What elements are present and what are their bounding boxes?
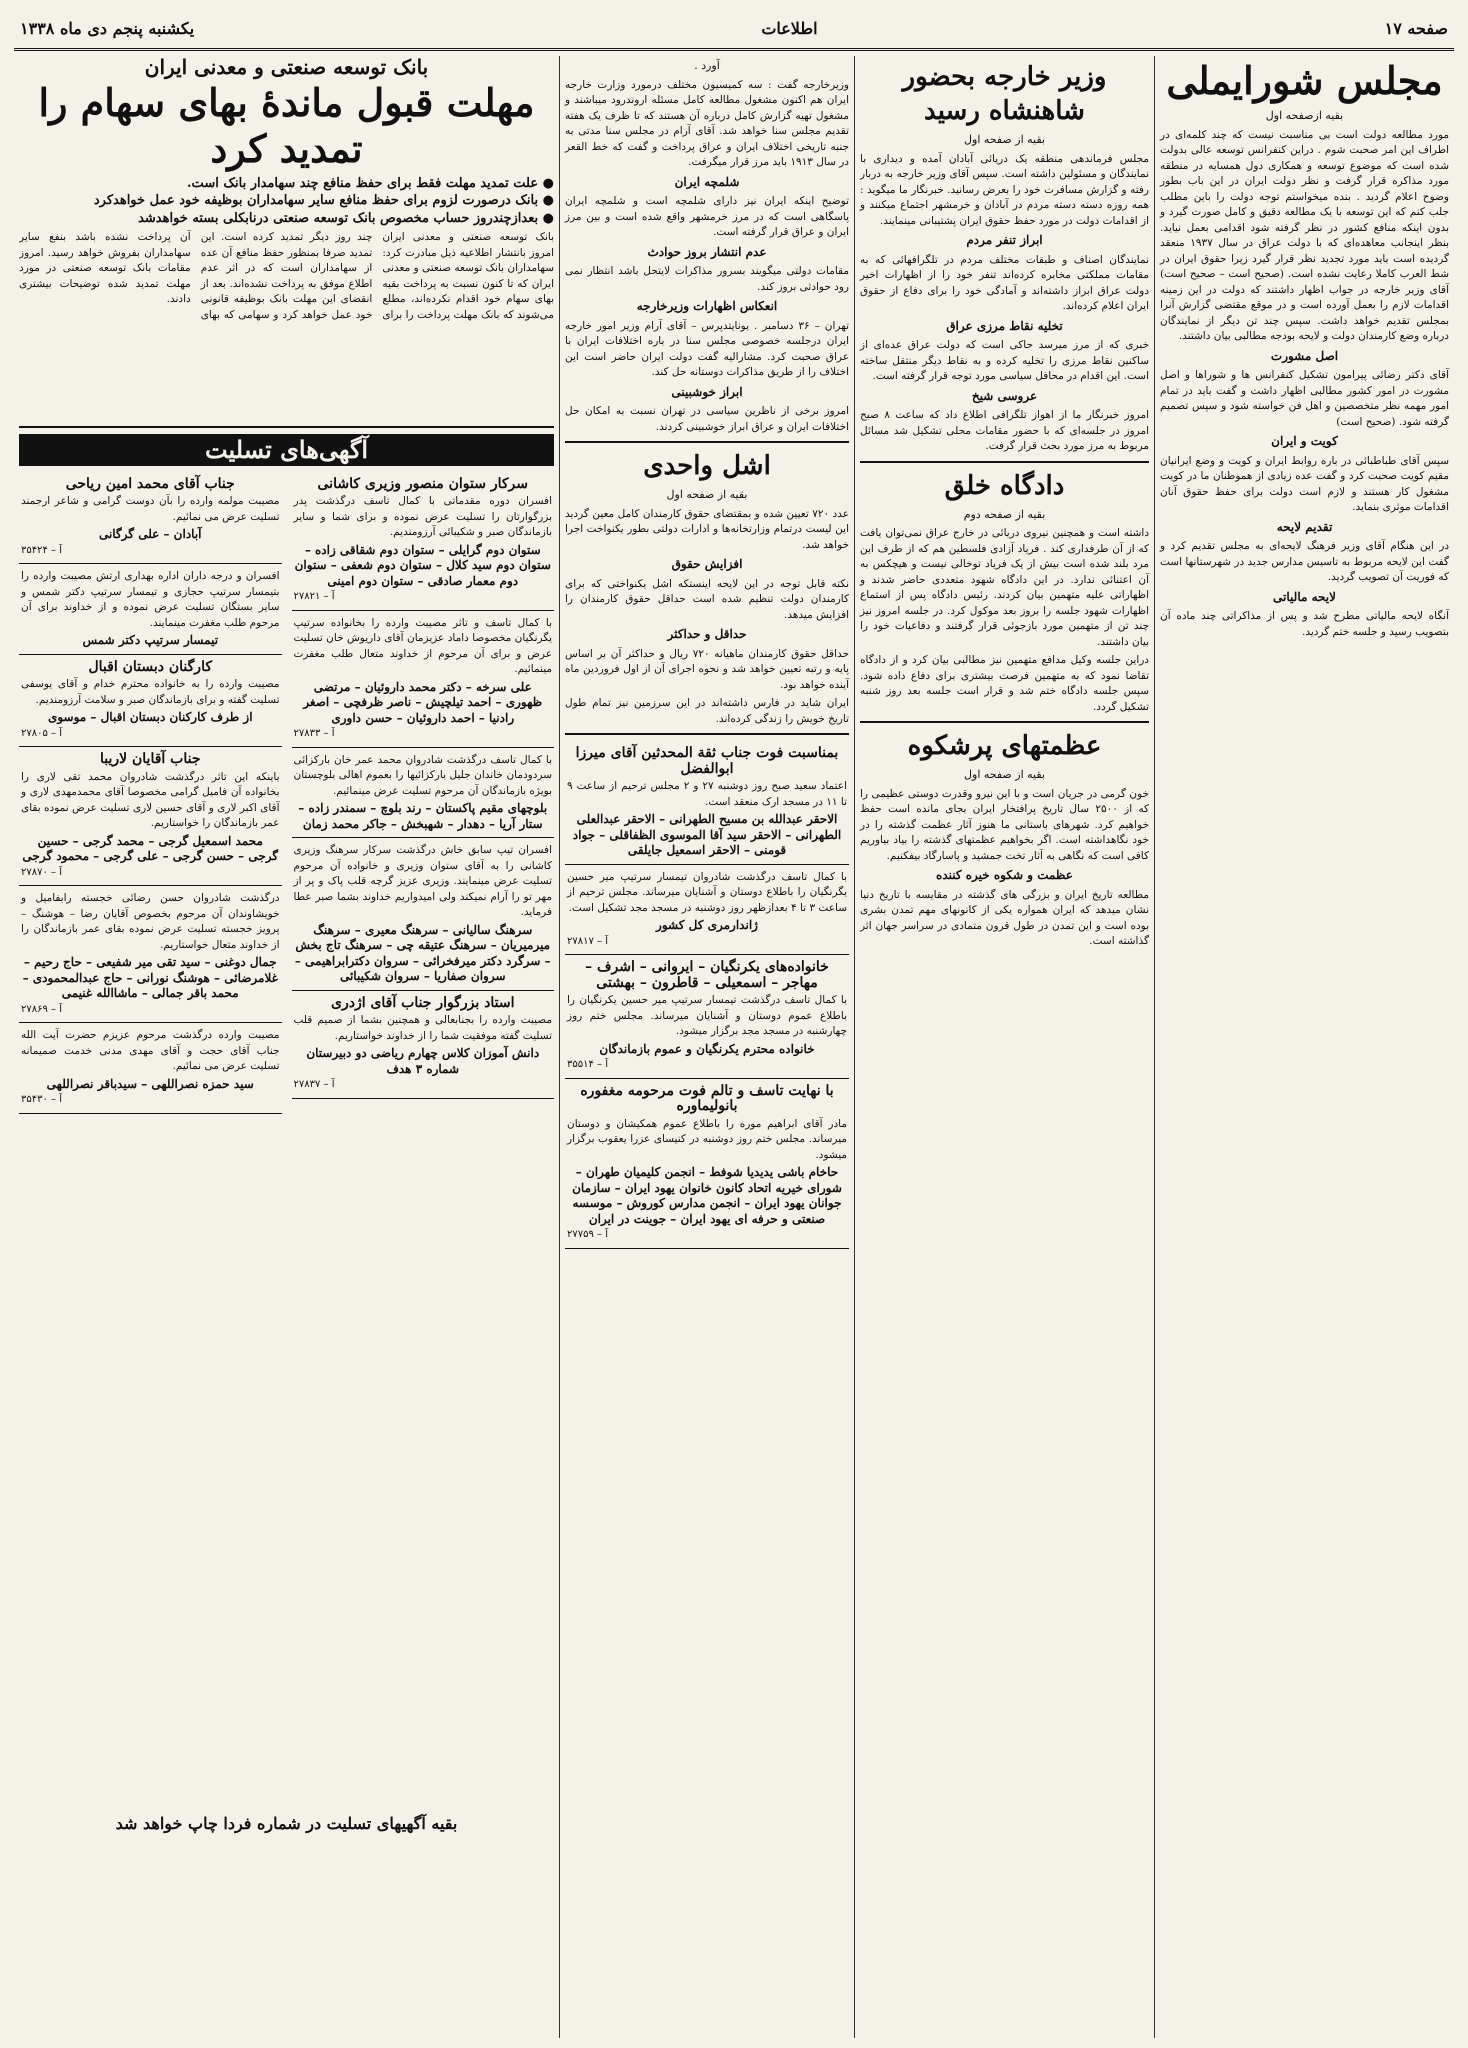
middle-sub1: شلمچه ایران [674, 174, 740, 189]
court-body2: دراین جلسه وکیل مدافع متهمین نیز مطالبی بیان کرد و از دادگاه تقاضا نمود که به متهمین فرصت بیشتری برای دفاع داده شود. سپس جلسه دادگاه ختم شد و قرار است جلسه بعد روز شنبه تشکیل گردد. [860, 654, 1149, 713]
greatness-sub1: عظمت و شکوه خیره کننده [936, 868, 1073, 882]
condolences-banner: آگهی‌های تسلیت [19, 434, 554, 466]
middle-body: وزیرخارجه گفت : سه کمیسیون مختلف درمورد وزارت خارجه ایران هم اکنون مشغول مطالعه کامل مسئله اروندرود میباشند و مشغول تهیه گزارش کامل درباره آن هستند که تا ظرف یک هفته تقدیم مجلس سنا خواهد شد. آقای آرام در مجلس سنا مدتی به جنبه تاریخی اختلاف ایران و عراق پرداخت و گفت که خط القعر در سال ۱۹۱۳ باید مرز قرار میگرفت. [565, 78, 849, 168]
condolence-notice: با کمال تاسف و تاثر مصیبت وارده را بخانواده سرتیپ یگرنگیان مخصوصا داماد عزیزمان آقای داریوش خان تسلیت عرض و برای آن مرحوم از خداوند متعال طلب مغفرت مینمائیم. علی سرخه – دکتر محمد داروئیان – مرتضی ظهوری – احمد تیلچیش – ناصر ظرفچی – اصغر رادنیا – احمد داروئیان – حسن داوری آ – ۲۷۸۳۳ [292, 611, 555, 748]
bank-bullet: ● بانک درصورت لزوم برای حفظ منافع سایر سهامداران بوظیفه خود عمل خواهدکرد [93, 193, 554, 208]
majlis-body: مورد مطالعه دولت است بی مناسبت نیست که چند کلمه‌ای در اطراف این امر صحبت شوم . دراین کنفرانس توسعه عالی بدولت شده است که موضوع توسعه و همکاری دول همسایه در منطقه مورد مذاکره قرار گرفت و نظر دولت ایران در این باب بطور وضوح اعلام گردید . بنده میخواستم توجه دولت را باین مطلب جلب کنم که این توسعه با یک مطالعه دقیق و کامل صورت گیرد و بدون اینکه منافع کشور در نظر گرفته شود اقدامی بعمل نیاید. بنظر اینجانب معاهده‌ای که با دولت عراق در سال ۱۹۳۷ منعقد گردیده است باید مورد تجدید نظر قرار گیرد زیرا حقوق ایران در شط العرب کاملا رعایت نشده است. (صحیح است – صحیح است) آقای وزیر خارجه در جواب اظهار داشتند که دولت در این زمینه اقدامات لازم را بعمل آورده است و در موقع مقتضی گزارش آنرا بمجلس تقدیم خواهد داشت. سپس چند تن دیگر از نمایندگان درباره وضع کارمندان دولت و لایحه بودجه مطالبی بیان داشتند. [1160, 128, 1449, 342]
shatt-body4: ایران شاید در فارس داشته‌اند در این سرزمین نیز تمام طول تاریخ خویش را زندگی کرده‌اند. [565, 697, 849, 725]
greatness-title: عظمتهای پرشکوه [907, 731, 1102, 761]
middle-sub2: عدم انتشار بروز حوادث [647, 244, 767, 259]
bank-headline: مهلت قبول ماندهٔ بهای سهام را تمدید کرد [38, 79, 535, 171]
center-notice: با کمال تاسف درگذشت شادروان تیمسار سرتیپ میر حسین یگرنگیان را باطلاع دوستان و آشنایان میرساند. مجلس ترحیم از ساعت ۳ تا ۴ بعدازظهر روز دوشنبه در مسجد مجد تشکیل است. ژاندارمری کل کشور آ – ۲۷۸۱۷ [565, 865, 849, 956]
minister-title: وزیر خارجه بحضور شاهنشاه رسید [902, 62, 1107, 126]
condolence-notice: افسران و درجه داران اداره بهداری ارتش مصیبت وارده را بتیمسار سرتیپ حجازی و تیمسار سرتیپ دکتر شمس و سایر بستگان تسلیت عرض نموده و از خداوند برای آن مرحوم طلب مغفرت مینمایند. تیمسار سرتیپ دکتر شمس [19, 564, 282, 655]
condolence-notice: جناب آقایان لاریبا باینکه این تاثر درگذشت شادروان محمد تقی لاری را بخانواده آن فامیل گرامی مخصوصا آقای محمدمهدی لاری و آقای اکبر لاری و آقای حسین لاری تسلیت عرض نموده بقای عمر بازماندگان را خواستاریم. محمد اسمعیل گرجی – محمد گرجی – حسین گرجی – حسن گرجی – علی گرجی – محمود گرجی آ – ۲۷۸۷۰ [19, 747, 282, 886]
majlis-body2: آقای دکتر رضائی پیرامون تشکیل کنفرانس ها و شوراها و اصل مشورت در امور کشور مطالبی اظهار داشت و گفت باید در تمام امور مهمه نظر متخصصین و اهل فن خواسته شود و سپس تصمیم گرفته شود. (صحیح است) [1160, 369, 1449, 428]
minister-sub3: عروسی شیخ [971, 388, 1038, 403]
condolence-notice: استاد بزرگوار جناب آقای اژدری مصیبت وارده را بجنابعالی و همچنین بشما از صمیم قلب تسلیت گفته موفقیت شما را از خداوند خواستاریم. دانش آموزان کلاس چهارم ریاضی دو دبیرستان شماره ۳ هدف آ – ۲۷۸۳۷ [292, 991, 555, 1099]
bank-bullets [19, 176, 554, 227]
minister-sub2: تخلیه نقاط مرزی عراق [946, 318, 1063, 333]
majlis-sub3: تقدیم لایحه [1276, 519, 1333, 534]
condolences-list [19, 472, 554, 1812]
condolence-notice: افسران تیپ سابق خاش درگذشت سرکار سرهنگ وزیری کاشانی را به آقای ستوان وزیری و خانواده آن مرحوم تسلیت عرض مینمایند. وزیری عزیز گرچه قلب پاک و پر از مهر تو را آرام نمیکند ولی امیدواریم خداوند بشما صبر عطا فرماید. سرهنگ سالیانی – سرهنگ معیری – سرهنگ میرمیریان – سرهنگ عتیقه چی – سرهنگ تاج بخش – سرگرد دکتر میرفخرائی – سروان دکترابراهیمی – سروان صفاریا – سروان شکیبائی [292, 838, 555, 991]
minister-kicker: بقیه از صفحه اول [964, 133, 1045, 146]
shatt-body2: نکته قابل توجه در این لایحه اینستکه اشل یکنواختی که برای کارمندان دولت تنظیم شده است حداقل حقوق کارمندان را افزایش میدهد. [565, 577, 849, 621]
newspaper-page [14, 8, 1454, 2038]
greatness-kicker: بقیه از صفحه اول [964, 768, 1045, 781]
majlis-sub1: اصل مشورت [1270, 348, 1339, 363]
minister-body2: نمایندگان اصناف و طبقات مختلف مردم در تلگرافهائی که به مقامات مملکتی مخابره کرده‌اند تنفر خود را از اظهارات اخیر دولت عراق ابراز داشته‌اند و آمادگی خود را برای دفاع از حقوق ایران اعلام کرده‌اند. [860, 253, 1149, 312]
paper-name: اطلاعات [761, 18, 818, 38]
shatt-title: اشل واحدی [643, 451, 771, 481]
condolence-notice: مصیبت وارده درگذشت مرحوم عزیزم حضرت آیت الله جناب آقای حجت و آقای مهدی مدنی خدمت صمیمانه تسلیت عرض می نمائیم. سید حمزه نصراللهی – سیدباقر نصراللهی آ – ۳۵۴۳۰ [19, 1023, 282, 1114]
minister-body4: امروز خبرنگار ما از اهواز تلگرافی اطلاع داد که ساعت ۸ صبح امروز در جلسه‌ای که با حضور مقامات محلی تشکیل شد مسائل مربوط به مرز مورد بحث قرار گرفت. [860, 409, 1150, 452]
center-notice: خانواده‌های یکرنگیان – ایروانی – اشرف – مهاجر – اسمعیلی – قاطرون – بهشتی با کمال تاسف درگذشت تیمسار سرتیپ میر حسین یکرنگیان را باطلاع عموم دوستان و آشنایان میرساند. مجلس ختم روز چهارشنبه در مسجد مجد برگزار میشود. خانواده محترم یکرنگیان و عموم بازماندگان آ – ۳۵۵۱۴ [565, 955, 849, 1079]
majlis-body5: آنگاه لایحه مالیاتی مطرح شد و پس از مذاکراتی چند ماده آن بتصویب رسید و جلسه ختم گردید. [1160, 610, 1449, 638]
shatt-body3: حداقل حقوق کارمندان ماهیانه ۷۲۰ ریال و حداکثر آن بر اساس پایه و رتبه تعیین خواهد شد و نحوه اجرای آن از اول فروردین ماه آینده خواهد بود. [565, 647, 849, 691]
bank-bullet: ● علت تمدید مهلت فقط برای حفظ منافع چند سهامدار بانک است. [187, 175, 554, 191]
bank-bullet: ● بعدازچندروز حساب مخصوص بانک توسعه صنعتی درنابکلی بسته خواهدشد [138, 210, 554, 226]
minister-body: مجلس فرماندهی منطقه یک دریائی آبادان آمده و دیداری با نمایندگان و مسئولین داشته است. سپس آقای وزیر خارجه به دربار رفته و گزارش مسافرت خود را بعرض رسانید. خبرنگار ما میگوید : همه روزه دسته دسته مردم در آبادان و خرمشهر اجتماع میکنند و از اقدامات دولت در مورد حفظ حقوق ایران پشتیبانی مینمایند. [860, 152, 1149, 227]
majlis-body3: سپس آقای طباطبائی در باره روابط ایران و کویت و وضع ایرانیان مقیم کویت صحبت کرد و گفت عده زیادی از هموطنان ما در کویت مشغول کار هستند و لازم است دولت برای حفظ حقوق آنان اقدامات موثری بنماید. [1160, 454, 1449, 513]
page-number: صفحه ۱۷ [1384, 18, 1448, 38]
majlis-kicker: بقیه ازصفحه اول [1265, 109, 1344, 122]
condolence-notice: جناب آقای محمد امین ریاحی مصیبت مولمه وارده را بآن دوست گرامی و شاعر ارجمند تسلیت عرض می نمائیم. آبادان – علی گرگانی آ – ۳۵۴۲۴ [19, 472, 282, 565]
middle-body2: توضیح اینکه ایران نیز دارای شلمچه است و شلمچه ایران پاسگاهی است که در مرز خرمشهر واقع شده است و بین مرز ایران و عراق قرار گرفته است. [565, 195, 849, 238]
majlis-sub4: لایحه مالیاتی [1273, 589, 1336, 604]
middle-body4: تهران – ۳۶ دسامبر . یونایتدپرس – آقای آرام وزیر امور خارجه ایران درجلسه خصوصی مجلس سنا در باره اختلافات ایران با عراق صحبت کرد. مشارالیه گفت دولت ایران حاضر است این اختلاف را از طریق مذاکرات دوستانه حل کند. [565, 319, 849, 378]
majlis-sub2: کویت و ایران [1271, 434, 1338, 448]
minister-sub1: ابراز تنفر مردم [966, 233, 1043, 247]
bank-body: بانک توسعه صنعتی و معدنی ایران امروز بانتشار اطلاعیه ذیل مبادرت کرد: سهامداران بانک توسعه صنعتی و معدنی ایران که تا کنون نسبت به پرداخت بقیه بهای سهام خود اقدام نکرده‌اند، مطلع می‌شوند که بانک مهلت پرداخت را برای چند روز دیگر تمدید کرده است. این تمدید صرفا بمنظور حفظ منافع آن عده از سهامداران است که در اثر عدم اطلاع موفق به پرداخت نشده‌اند. بعد از انقضای این مهلت بانک بوظیفه قانونی خود عمل خواهد کرد و سهامی که بهای آن پرداخت نشده باشد بنفع سایر سهامداران بفروش خواهد رسید. امروز مقامات بانک توسعه صنعتی در مورد مهلت تمدید شده توضیحات بیشتری دادند. [19, 231, 554, 321]
shatt-body: عدد ۷۲۰ تعیین شده و بمقتضای حقوق کارمندان کامل معین گردید این لیست درتمام وزارتخانه‌ها و ادارات دولتی بطور یکنواخت اجرا خواهد شد. [565, 507, 849, 551]
shatt-kicker: بقیه از صفحه اول [666, 488, 748, 501]
condolence-notice: سرکار ستوان منصور وزیری کاشانی افسران دوره مقدماتی با کمال تاسف درگذشت پدر بزرگوارتان را تسلیت عرض نموده و برای شما و سایر بازماندگان صبر و شکیبائی آرزومندیم. ستوان دوم گرایلی – ستوان دوم شقاقی زاده – ستوان دوم سید کلال – ستوان دوم شعفی – ستوان دوم معمار صادقی – ستوان دوم امینی آ – ۲۷۸۲۱ [292, 472, 555, 611]
condolence-notice: کارگنان دبستان اقبال مصیبت وارده را به خانواده محترم خدام و آقای یوسفی تسلیت گفته و برای بازماندگان صبر و سلامت آرزومندیم. از طرف کارکنان دبستان اقبال – موسوی آ – ۲۷۸۰۵ [19, 655, 282, 748]
left-column [14, 56, 559, 2038]
masthead [14, 8, 1454, 51]
court-kicker: بقیه از صفحه دوم [963, 507, 1046, 521]
middle-kicker: آورد . [694, 59, 720, 72]
condolence-notice: درگذشت شادروان حسن رضائی خجسته رابفامیل و خویشاوندان آن مرحوم بخصوص آقایان رضا – هوشنگ – پرویز خجسته تسلیت عرض نموده بقای عمر بازماندگان را از خداوند متعال خواستاریم. جمال دوغنی – سید تقی میر شفیعی – حاج رحیم – غلامرضائی – هوشنگ نورانی – حاج عبدالمحمودی – محمد باقر جمالی – ماشاالله غنیمی آ – ۲۷۸۶۹ [19, 886, 282, 1023]
shatt-sub1: افزایش حقوق [671, 557, 743, 571]
middle-sub3: انعکاس اظهارات وزیرخارجه [636, 299, 778, 313]
bank-title: بانک توسعه صنعتی و معدنی ایران [144, 56, 429, 79]
middle-column [559, 56, 854, 2038]
condolence-notice: با کمال تاسف درگذشت شادروان محمد عمر خان بارکزائی سردودمان خاندان جلیل بارکزائیها را بعموم اهالی بلوچستان بویژه بازماندگان آن مرحوم تسلیت عرض مینمائیم. بلوچهای مقیم پاکستان – رند بلوچ – سمندر زاده – ستار آریا – دهدار – شهبخش – جاکر محمد زمان [292, 748, 555, 839]
center-notice: با نهایت تاسف و تالم فوت مرحومه مغفوره بانولیماوره مادر آقای ابراهیم موره را باطلاع عموم همکیشان و دوستان میرساند. مجلس ختم روز دوشنبه در کنیسای عزرا یعقوب برگزار میشود. حاخام باشی یدیدیا شوفط – انجمن کلیمیان طهران – شورای خیریه اتحاد کانون خانوان یهود ایران – سازمان جوانان یهود ایران – انجمن مدارس کوروش – موسسه صنعتی و حرفه ای یهود ایران – جوینت در ایران آ – ۲۷۷۵۹ [565, 1079, 849, 1249]
court-body: داشته است و همچنین نیروی دریائی در خارج عراق نمی‌توان یافت که از آن طرفداری کند . فریاد آزادی فلسطین هم که از طرف این مرد بلند شده است بیش از یک فریاد توخالی نیست و هیچکس به آن اعتنائی ندارد. در این دادگاه شهود متعددی حاضر شدند و اظهاراتی علیه متهمین بیان کردند. رئیس دادگاه پس از استماع اظهارات شهود جلسه را بروز بعد موکول کرد. در جلسه امروز نیز چند تن از متهمین مورد بازجوئی قرار گرفتند و دفاعیات خود را بیان داشتند. [860, 527, 1149, 648]
minister-column [854, 56, 1154, 2038]
issue-date: یکشنبه پنجم دی ماه ۱۳۳۸ [20, 18, 195, 38]
majlis-title: مجلس شورایملی [1166, 58, 1443, 103]
middle-body3: مقامات دولتی میگویند بسرور مذاکرات لایتحل باشد انتظار نمی رود حوادثی بروز کند. [565, 265, 849, 293]
center-notice: بمناسبت فوت جناب ثقة المحدثین آقای میرزا ابوالفضل اعتماد سعید صبح روز دوشنبه ۲۷ و ۲ مجلس ترحیم از ساعت ۹ تا ۱۱ در مسجد ارک منعقد است. الاحقر عبدالله بن مسیح الطهرانی – الاحقر عبدالعلی الطهرانی – الاحقر سید آقا الموسوی الظفاقلی – جواد قومنی – الاحقر اسمعیل جایلقی [565, 741, 849, 865]
middle-sub4: ابراز خوشبینی [671, 384, 743, 399]
shatt-sub2: حداقل و حداکثر [667, 627, 747, 641]
greatness-body2: مطالعه تاریخ ایران و بزرگی های گذشته در مقایسه با تاریخ دنیا نشان میدهد که ایران همواره یکی از کانونهای مهم تمدن بشری بوده است و این تمدن در طول قرون متمادی در سراسر جهان اثر گذاشته است. [860, 888, 1149, 947]
condolences-footer: بقیه آگهیهای تسلیت در شماره فردا چاپ خواهد شد [115, 1813, 458, 1833]
majlis-body4: در این هنگام آقای وزیر فرهنگ لایحه‌ای به مجلس تقدیم کرد و گفت این لایحه مربوط به تاسیس مدارس جدید در شهرستانها است که فوریت آن تصویب گردید. [1160, 540, 1449, 583]
greatness-body: خون گرمی در جریان است و با این نیرو وقدرت دوستی عظیمی را که از ۲۵۰۰ سال تاریخ پرافتخار ایران بجای مانده است حفظ خواهیم کرد. شهرهای باستانی ما هنوز آثار عظمت گذشته را در خود نگاهداشته است. اگر بخواهیم عظمتهای گذشته را بیاد بیاوریم کافی است که نگاهی به آثار تخت جمشید و پاسارگاد بیفکنیم. [860, 787, 1149, 862]
minister-body3: خبری که از مرز میرسد حاکی است که دولت عراق عده‌ای از ساکنین نقاط مرزی را تخلیه کرده و به نقاط دیگر منتقل ساخته است. این اقدام در محافل سیاسی مورد توجه قرار گرفته است. [860, 339, 1149, 382]
majlis-column [1154, 56, 1454, 2038]
middle-body5: امروز برخی از ناظرین سیاسی در تهران نسبت به امکان حل اختلافات ایران و عراق ابراز خوشبینی کردند. [565, 405, 849, 433]
court-title: دادگاه خلق [944, 470, 1065, 501]
